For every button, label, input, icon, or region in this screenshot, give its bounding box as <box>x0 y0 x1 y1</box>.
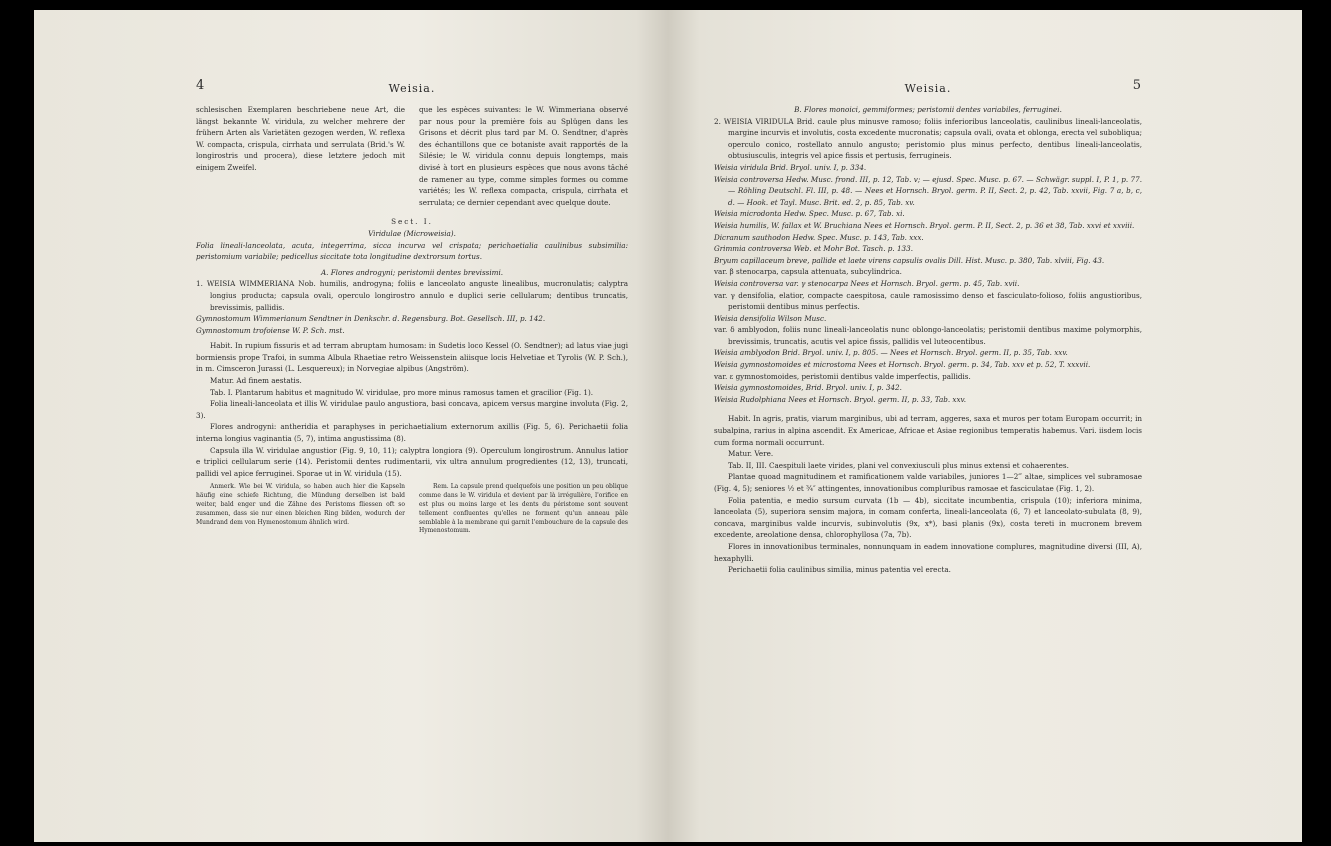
synonym: Weisia densifolia Wilson Musc. <box>714 313 827 323</box>
intro-columns <box>196 104 628 208</box>
synonym: Weisia gymnostomoides, Brid. Bryol. univ. I, p. 342. <box>714 383 902 393</box>
footnote-columns <box>196 483 628 536</box>
plate-paragraph: Tab. II, III. Caespituli laete virides, plani vel convexiusculi plus minus extensi et cohaerentes. <box>728 460 1069 470</box>
french-column: que les espèces suivantes: le W. Wimmeriana observé par nous pour la première fois au Splügen dans les Grisons et décrit plus tard par M. O. Sendtner, d'après des échantillons que ce botaniste avait rapportés de la Silésie; le W. viridula connu depuis longtemps, mais divisé à tort en plusieurs espèces que nous avons tâché de ramener au type, comme simples formes ou comme variétés; les W. reflexa compacta, crispula, cirrhata et serrulata; ce dernier cependant avec quelque doute. <box>419 105 628 207</box>
leaves-paragraph: Folia patentia, e medio sursum curvata (1b — 4b), siccitate incumbentia, crispula (10); inferiora minima, lanceolata (5), superiora sensim majora, in comam conferta, lineali-lanceolata (6, 7) et lanceolato-subulata (8, 9), concava, marginibus valde incurvis, subinvolutis (9x, x*), basi planis (9x), costa tereti in mucronem brevem excedente, areolatione densa, chlorophyllosa (7a, 7b). <box>714 495 1142 540</box>
synonym: Weisia humilis, W. fallax et W. Bruchiana Nees et Hornsch. Bryol. germ. P. II, Sect. 2, p. 36 et 38, Tab. xxvi et xxviii. <box>714 220 1135 230</box>
synonym: Gymnostomum trofoiense W. P. Sch. mst. <box>196 325 345 335</box>
species-title: 2. WEISIA VIRIDULA Brid. caule plus minusve ramoso; foliis inferioribus lanceolatis, caulinibus lineali-lanceolatis, margine incurvis et involutis, costa excedente mucronatis; capsula ovali, ovata et oblonga, erecta vel subobliqua; operculo conico, rostellato annulo angusto; peristomio plus minus perfecto, dentibus lineali-lanceolatis, obtusiusculis, integris vel apice fissis et pertusis, ferrugineis. <box>714 116 1142 161</box>
maturity-paragraph: Matur. Vere. <box>728 449 774 459</box>
section-heading: Sect. I. <box>391 217 433 227</box>
left-header <box>196 78 628 104</box>
plants-paragraph: Plantae quoad magnitudinem et ramificationem valde variabiles, juniores 1—2‴ altae, simplices vel subramosae (Fig. 4, 5); seniores ½ et ¾″ attingentes, innovationibus compluribus ramosae et fasciculatae (Fig. 1, 2). <box>714 472 1142 493</box>
habitat-paragraph: Habit. In agris, pratis, viarum marginibus, ubi ad terram, aggeres, saxa et muros per totam Europam occurrit; in subalpina, rarius in alpina ascendit. Ex Americae, Africae et Asiae regionibus temperatis habemus. Vari. iisdem locis cum forma normali occurrunt. <box>714 414 1142 447</box>
plate-paragraph: Tab. I. Plantarum habitus et magnitudo W. viridulae, pro more minus ramosus tamen et gracilior (Fig. 1). <box>210 387 594 397</box>
german-column: schlesischen Exemplaren beschriebene neue Art, die längst bekannte W. viridula, zu welcher mehrere der frühern Arten als Varietäten gezogen werden, W. reflexa W. compacta, crispula, cirrhata und serrulata (Brid.'s W. longirostris und procera), diese letztere jedoch mit einigem Zweifel. <box>196 105 405 172</box>
flowers-paragraph: Flores in innovationibus terminales, nonnunquam in eadem innovatione complures, magnitudine diversi (III, A), hexaphylli. <box>714 541 1142 563</box>
synonym: Weisia amblyodon Brid. Bryol. univ. I, p. 805. — Nees et Hornsch. Bryol. germ. II, p. 35, Tab. xxv. <box>714 348 1068 358</box>
running-head: Weisia. <box>388 82 436 95</box>
subsection-heading: A. Flores androgyni; peristomii dentes brevissimi. <box>320 267 504 277</box>
synonym: Weisia gymnostomoides et microstoma Nees et Hornsch. Bryol. germ. p. 34, Tab. xxv et p. 52, T. xxxvii. <box>714 360 1091 370</box>
synonymy-list <box>714 162 1142 405</box>
synonym: Weisia controversa Hedw. Musc. frond. III, p. 12, Tab. v; — ejusd. Spec. Musc. p. 67. — Schwägr. suppl. I, P. 1, p. 77. — Röhling Deutschl. Fl. III, p. 48. — Nees et Hornsch. Bryol. germ. P. II, Sect. 2, p. 42, Tab. xxvii, Fig. 7 a, b, c, d. — Hook. et Tayl. Musc. Brit. ed. 2, p. 85, Tab. xv. <box>714 174 1142 207</box>
page-number: 4 <box>196 78 206 93</box>
variety: var. γ densifolia, elatior, compacte caespitosa, caule ramosissimo denso et fasciculato-folioso, foliis angustioribus, peristomii dentibus minus perfectis. <box>714 290 1142 312</box>
synonym: Weisia Rudolphiana Nees et Hornsch. Bryol. germ. II, p. 33, Tab. xxv. <box>714 394 967 404</box>
flowers-paragraph: Flores androgyni: antheridia et paraphyses in perichaetialium externorum axillis (Fig. 5, 6). Perichaetii folia interna longius vaginantia (5, 7), intima angustissima (8). <box>196 422 628 444</box>
section-description: Folia lineali-lanceolata, acuta, integerrima, sicca incurva vel crispata; perichaetialia caulinibus subsimilia: peristomium variabile; pedicellus siccitate tota longitudine dextrorsum tortus. <box>196 240 628 262</box>
synonym: Weisia microdonta Hedw. Spec. Musc. p. 67, Tab. xi. <box>714 209 905 219</box>
synonym: Gymnostomum Wimmerianum Sendtner in Denkschr. d. Regensburg. Bot. Gesellsch. III, p. 142. <box>196 314 546 324</box>
variety: var. β stenocarpa, capsula attenuata, subcylindrica. <box>714 267 902 277</box>
french-footnote: Rem. La capsule prend quelquefois une position un peu oblique comme dans le W. viridula et devient par là irrégulière, l'orifice en est plus ou moins large et les dents du péristome sont souvent tellement confluentes qu'elles ne forment qu'un anneau pâle semblable à la membrane qui garnit l'embouchure de la capsule des Hymenostomum. <box>419 483 628 535</box>
synonym: Bryum capillaceum breve, pallide et laete virens capsulis ovalis Dill. Hist. Musc. p. 380, Tab. xlviii, Fig. 43. <box>714 255 1105 265</box>
subsection-heading: B. Flores monoici, gemmiformes; peristomii dentes variabiles, ferruginei. <box>794 105 1062 114</box>
species-title: 1. WEISIA WIMMERIANA Nob. humilis, androgyna; foliis e lanceolato anguste linealibus, mucronulatis; calyptra longius producta; capsula ovali, operculo longirostro annulo e duplici serie cellularum; dentibus truncatis, brevissimis, pallidis. <box>196 279 628 312</box>
german-footnote: Anmerk. Wie bei W. viridula, so haben auch hier die Kapseln häufig eine schiefe Richtung, die Mündung derselben ist bald weiter, bald enger und die Zähne des Peristoms fliessen oft so zusammen, dass sie nur einen bleichen Ring bilden, wodurch der Mundrand dem von Hymenostomum ähnlich wird. <box>196 483 405 526</box>
synonym: Weisia controversa var. γ stenocarpa Nees et Hornsch. Bryol. germ. p. 45, Tab. xvii. <box>714 278 1020 288</box>
variety: var. δ amblyodon, foliis nunc lineali-lanceolatis nunc oblongo-lanceolatis; peristomii dentibus maxime polymorphis, brevissimis, truncatis, acutis vel apice fissis, pallidis vel luteocentibus. <box>714 325 1142 346</box>
page-number: 5 <box>1132 78 1142 93</box>
book-spread <box>34 10 1302 842</box>
perichaetium-paragraph: Perichaetii folia caulinibus similia, minus patentia vel erecta. <box>728 565 951 575</box>
variety: var. ε gymnostomoides, peristomii dentibus valde imperfectis, pallidis. <box>714 371 971 381</box>
capsule-paragraph: Capsula illa W. viridulae angustior (Fig. 9, 10, 11); calyptra longiora (9). Operculum longirostrum. Annulus latior e triplici cellularum serie (14). Peristomii dentes rudimentarii, vix ultra annulum progredientes (12, 13), truncati, pallidi vel apice ferruginei. Sporae ut in W. viridula (15). <box>196 445 628 478</box>
habitat-paragraph: Habit. In rupium fissuris et ad terram abruptam humosam: in Sudetis loco Kessel (O. Sendtner); ad latus viae jugi bormiensis prope Trafoi, in summa Albula Rhaetiae retro Weissenstein aliisque locis Helvetiae et Tyrolis (W. P. Sch.), in m. Cimsceron Jurassi (L. Lesquereux); in Norvegiae alpibus (Angström). <box>196 341 628 374</box>
maturity-paragraph: Matur. Ad finem aestatis. <box>210 376 302 386</box>
right-page <box>668 10 1302 842</box>
section-name: Viridulae (Microweisia). <box>368 228 456 238</box>
synonym: Grimmia controversa Web. et Mohr Bot. Tasch. p. 133. <box>714 244 913 254</box>
running-head: Weisia. <box>904 82 952 95</box>
right-header <box>714 78 1142 104</box>
synonym: Dicranum sauthodon Hedw. Spec. Musc. p. 143, Tab. xxx. <box>714 232 924 242</box>
synonym: Weisia viridula Brid. Bryol. univ. I, p. 334. <box>714 162 867 172</box>
leaves-paragraph: Folia lineali-lanceolata et illis W. viridulae paulo angustiora, basi concava, apicem versus margine involuta (Fig. 2, 3). <box>196 399 628 420</box>
left-page <box>34 10 668 842</box>
